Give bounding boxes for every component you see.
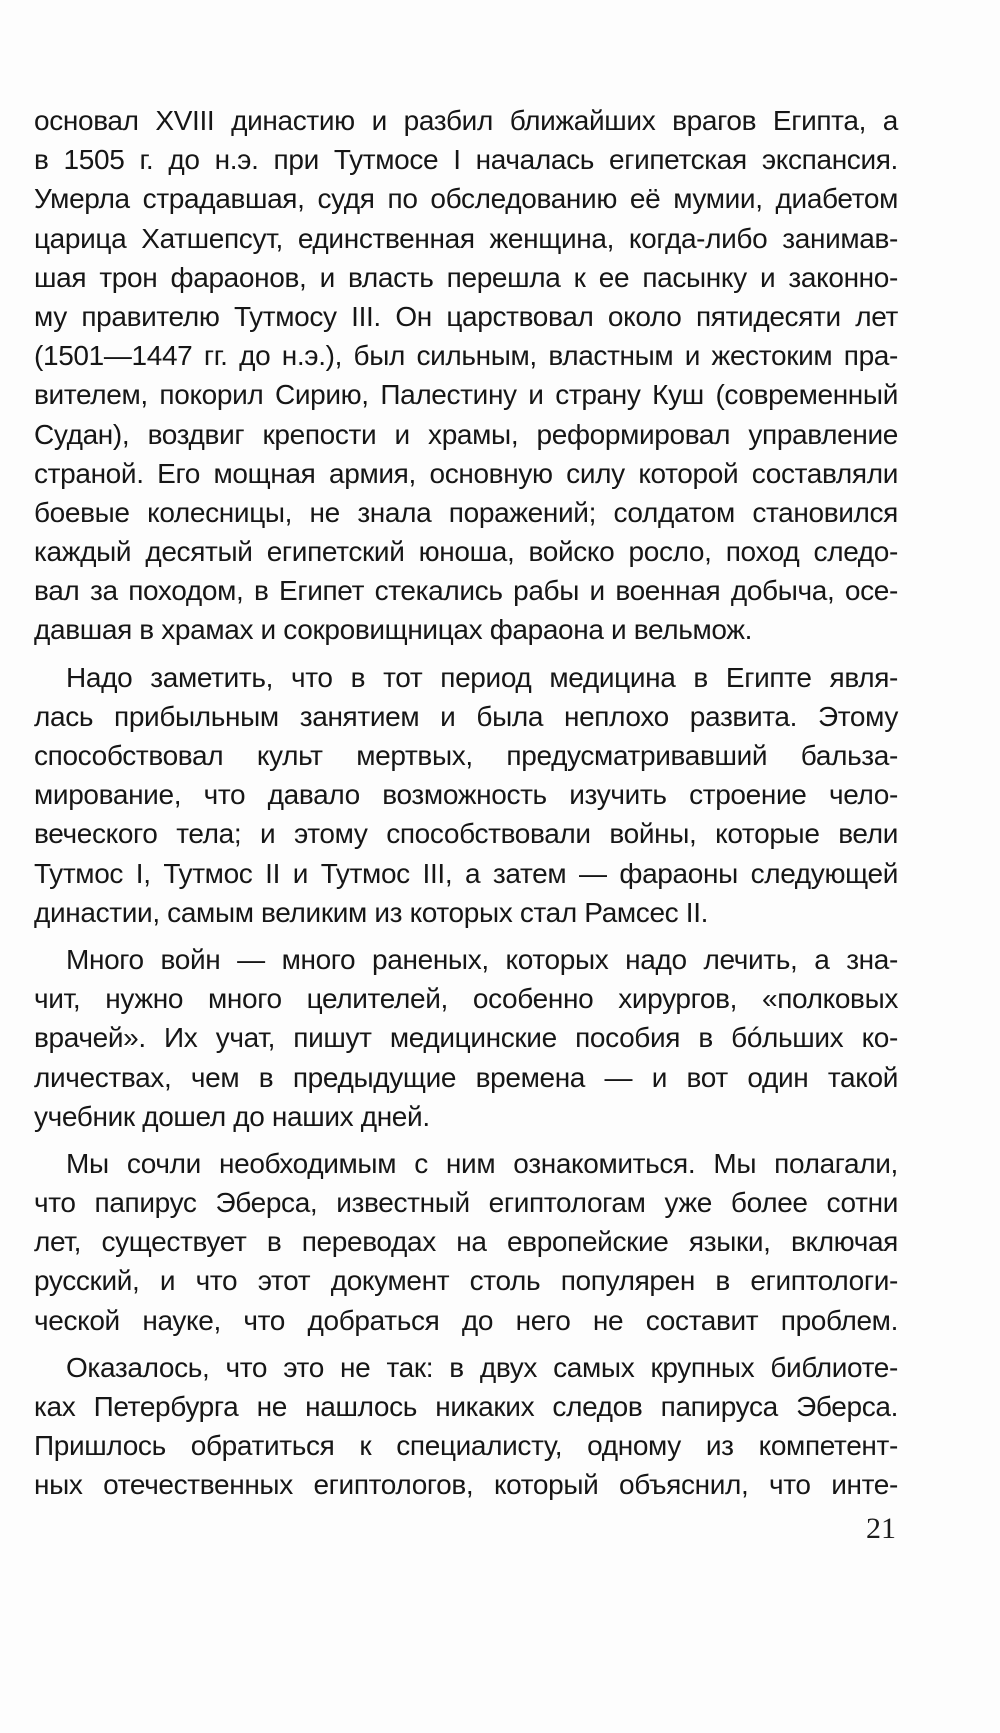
body-text xyxy=(34,101,898,1505)
text-line: что папирус Эберса, известный египтологам уже более сотни xyxy=(34,1187,898,1219)
text-line: способствовал культ мертвых, предусматривавший бальза- xyxy=(34,740,898,771)
paragraph-2 xyxy=(34,658,898,932)
text-line: Тутмос I, Тутмос II и Тутмос III, а затем — фараоны следующей xyxy=(34,857,898,889)
paragraph-4 xyxy=(34,1144,898,1340)
text-line: (1501—1447 гг. до н.э.), был сильным, властным и жестоким пра- xyxy=(34,340,898,372)
text-line: личествах, чем в предыдущие времена — и вот один такой xyxy=(34,1061,898,1093)
text-line: учебник дошел до наших дней. xyxy=(34,1100,430,1132)
text-line: в 1505 г. до н.э. при Тутмосе I началась египетская экспансия. xyxy=(34,144,898,176)
paragraph-5 xyxy=(34,1348,898,1505)
text-line: веческого тела; и этому способствовали войны, которые вели xyxy=(34,818,898,850)
text-line: Надо заметить, что в тот период медицина в Египте явля- xyxy=(66,661,898,693)
text-line: вителем, покорил Сирию, Палестину и страну Куш (современный xyxy=(34,379,898,411)
page-number: 21 xyxy=(866,1512,896,1545)
text-line: давшая в храмах и сокровищницах фараона и вельмож. xyxy=(34,614,753,646)
text-line: мирование, что давало возможность изучить строение чело- xyxy=(34,779,898,811)
text-line: вал за походом, в Египет стекались рабы и военная добыча, осе- xyxy=(34,575,898,607)
text-line: врачей». Их учат, пишут медицинские пособия в бóльших ко- xyxy=(34,1022,898,1054)
text-line: основал XVIII династию и разбил ближайших врагов Египта, а xyxy=(34,105,898,136)
text-line: лет, существует в переводах на европейские языки, включая xyxy=(34,1226,898,1258)
text-line: ческой науке, что добраться до него не составит проблем. xyxy=(34,1304,898,1336)
text-line: царица Хатшепсут, единственная женщина, когда-либо занимав- xyxy=(34,222,898,254)
text-line: Оказалось, что это не так: в двух самых крупных библиоте- xyxy=(66,1351,898,1383)
paragraph-3 xyxy=(34,940,898,1136)
text-line: шая трон фараонов, и власть перешла к ее пасынку и законно- xyxy=(34,261,898,293)
text-line: Умерла страдавшая, судя по обследованию её мумии, диабетом xyxy=(34,183,898,215)
text-line: Пришлось обратиться к специалисту, одному из компетент- xyxy=(34,1430,898,1462)
text-line: династии, самым великим из которых стал Рамсес II. xyxy=(34,896,709,928)
text-line: страной. Его мощная армия, основную силу которой составляли xyxy=(34,457,898,489)
text-line: му правителю Тутмосу III. Он царствовал около пятидесяти лет xyxy=(34,300,898,332)
text-line: каждый десятый египетский юноша, войско росло, поход следо- xyxy=(34,536,898,568)
text-line: Судан), воздвиг крепости и храмы, реформировал управление xyxy=(34,418,898,450)
text-line: Мы сочли необходимым с ним ознакомиться. Мы полагали, xyxy=(66,1147,898,1179)
text-line: боевые колесницы, не знала поражений; солдатом становился xyxy=(34,496,898,528)
text-line: ных отечественных египтологов, который объяснил, что инте- xyxy=(34,1469,898,1501)
text-line: Много войн — много раненых, которых надо лечить, а зна- xyxy=(66,943,898,975)
text-line: ках Петербурга не нашлось никаких следов папируса Эберса. xyxy=(34,1391,898,1422)
text-line: русский, и что этот документ столь популярен в египтологи- xyxy=(34,1265,898,1297)
text-line: чит, нужно много целителей, особенно хирургов, «полковых xyxy=(34,983,898,1015)
paragraph-1 xyxy=(34,101,898,650)
text-line: лась прибыльным занятием и была неплохо развита. Этому xyxy=(34,700,898,732)
